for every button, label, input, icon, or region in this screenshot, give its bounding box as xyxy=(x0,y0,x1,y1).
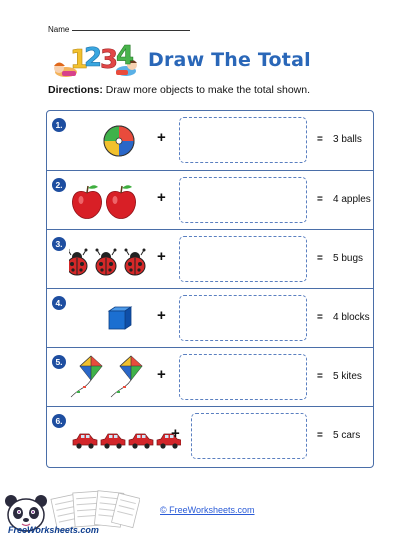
total-label-2: 4 apples xyxy=(333,194,371,205)
equals-sign-1: = xyxy=(317,134,323,145)
logo-digit-1: 1 xyxy=(70,45,89,75)
problem-number-2: 2. xyxy=(52,178,66,192)
objects-group-5 xyxy=(69,354,169,402)
logo-digit-3: 3 xyxy=(100,45,119,75)
total-label-4: 4 blocks xyxy=(333,312,370,323)
name-label: Name xyxy=(48,25,70,34)
objects-group-2 xyxy=(69,177,169,225)
logo-digit-4: 4 xyxy=(116,41,135,71)
directions-text: Draw more objects to make the total shown. xyxy=(105,84,311,96)
problem-row-2 xyxy=(47,170,373,230)
plus-sign-4: + xyxy=(157,307,166,324)
equals-sign-4: = xyxy=(317,312,323,323)
name-field xyxy=(48,25,190,34)
plus-sign-6: + xyxy=(171,425,180,442)
footer-website-link[interactable]: © FreeWorksheets.com xyxy=(160,505,255,515)
problem-row-3 xyxy=(47,229,373,289)
problem-row-6 xyxy=(47,406,373,469)
drawing-box-3[interactable] xyxy=(179,236,307,282)
total-label-5: 5 kites xyxy=(333,371,362,382)
plus-sign-1: + xyxy=(157,129,166,146)
name-blank-line[interactable] xyxy=(72,30,190,31)
kite-icon xyxy=(71,356,102,397)
equals-sign-2: = xyxy=(317,194,323,205)
equals-sign-6: = xyxy=(317,430,323,441)
problem-number-3: 3. xyxy=(52,237,66,251)
problem-row-4 xyxy=(47,288,373,348)
problem-number-5: 5. xyxy=(52,355,66,369)
numbers-logo xyxy=(50,34,142,82)
page-title: Draw The Total xyxy=(148,49,311,71)
problem-number-4: 4. xyxy=(52,296,66,310)
apple-icon xyxy=(72,185,101,218)
plus-sign-5: + xyxy=(157,366,166,383)
plus-sign-2: + xyxy=(157,189,166,206)
ladybug-icon xyxy=(125,249,146,276)
objects-group-1 xyxy=(69,117,169,165)
drawing-box-4[interactable] xyxy=(179,295,307,341)
plus-sign-3: + xyxy=(157,248,166,265)
problem-number-6: 6. xyxy=(52,414,66,428)
car-icon xyxy=(73,434,97,449)
logo-digit-2: 2 xyxy=(84,43,103,73)
total-label-1: 3 balls xyxy=(333,134,362,145)
directions xyxy=(48,84,310,96)
problem-number-1: 1. xyxy=(52,118,66,132)
directions-label: Directions: xyxy=(48,84,103,96)
total-label-3: 5 bugs xyxy=(333,253,364,264)
car-icon xyxy=(129,434,153,449)
ladybug-icon xyxy=(69,249,88,276)
ladybug-icon xyxy=(96,249,117,276)
block-icon xyxy=(109,307,131,329)
problem-row-5 xyxy=(47,347,373,407)
problem-row-1 xyxy=(47,111,373,170)
kite-icon xyxy=(111,356,142,397)
equals-sign-5: = xyxy=(317,371,323,382)
equals-sign-3: = xyxy=(317,253,323,264)
drawing-box-1[interactable] xyxy=(179,117,307,163)
objects-group-3 xyxy=(69,236,169,284)
worksheet-panel xyxy=(46,110,374,468)
car-icon xyxy=(101,434,125,449)
drawing-box-6[interactable] xyxy=(191,413,307,459)
total-label-6: 5 cars xyxy=(333,430,361,441)
footer-brand: FreeWorksheets.com xyxy=(8,525,99,535)
objects-group-4 xyxy=(69,295,169,343)
drawing-box-2[interactable] xyxy=(179,177,307,223)
beach-ball-icon xyxy=(104,126,134,156)
apple-icon xyxy=(106,185,135,218)
drawing-box-5[interactable] xyxy=(179,354,307,400)
objects-group-6 xyxy=(69,413,181,461)
